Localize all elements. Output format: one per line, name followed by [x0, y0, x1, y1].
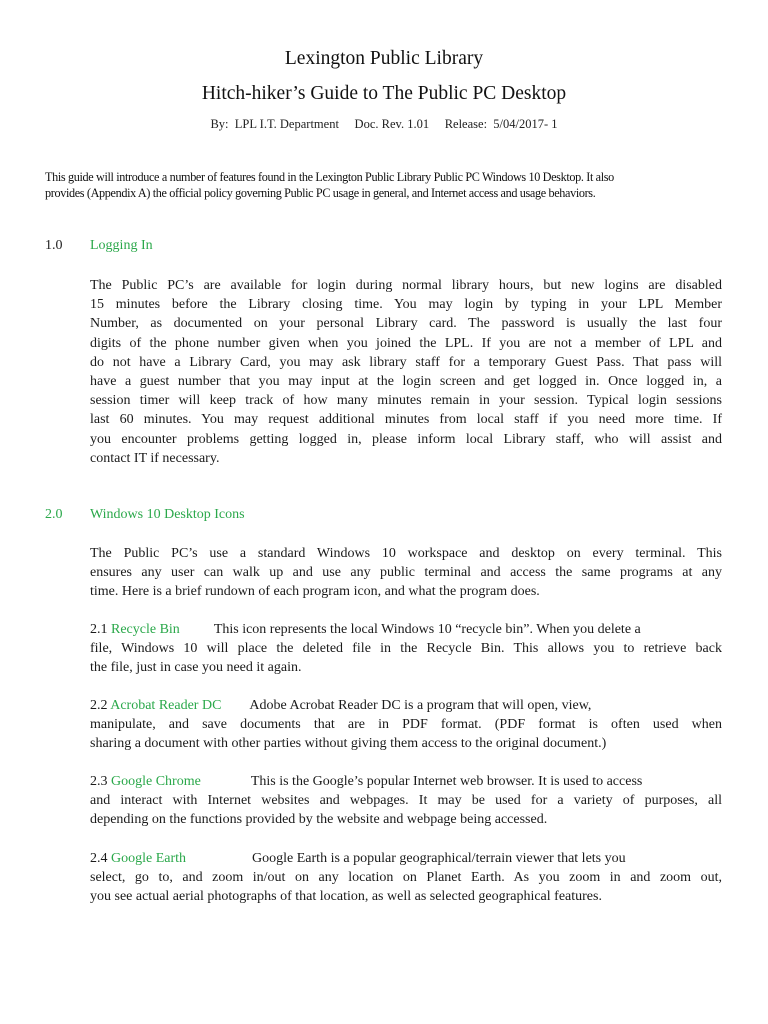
desktop-icons-paragraph: [90, 544, 722, 602]
paragraph-line: have a guest number that you may input at the login screen and get logged in. Once logged in, a: [90, 374, 722, 390]
paragraph-line: the file, just in case you need it again.: [90, 660, 302, 676]
meta-release: Release: 5/04/2017- 1: [444, 117, 558, 131]
program-description: This icon represents the local Windows 10 “recycle bin”. When you delete a: [213, 622, 641, 637]
program-google-chrome: [90, 772, 722, 830]
program-google-earth: [90, 849, 722, 907]
program-description: This is the Google’s popular Internet web browser. It is used to access: [250, 774, 643, 789]
program-name: Google Earth: [111, 851, 187, 866]
paragraph-line: ensures any user can walk up and use any public terminal and access the same programs at any: [90, 565, 722, 581]
intro-paragraph: [45, 169, 735, 201]
paragraph-line: you encounter problems getting logged in, please inform local Library staff, who will assist and: [90, 431, 722, 447]
program-number: 2.3: [90, 774, 108, 789]
logging-in-paragraph: [90, 276, 722, 468]
program-name: Google Chrome: [111, 774, 201, 789]
meta-doc-rev: Doc. Rev. 1.01: [354, 117, 430, 131]
paragraph-line: The Public PC’s use a standard Windows 10 workspace and desktop on every terminal. This: [90, 546, 722, 561]
paragraph-line: depending on the functions provided by the website and webpage being accessed.: [90, 812, 548, 828]
section-number: 2.0: [45, 507, 63, 522]
paragraph-line: 15 minutes before the Library closing time. You may login by typing in your LPL Member: [90, 297, 722, 313]
paragraph-line: sharing a document with other parties without giving them access to the original document.): [90, 736, 607, 752]
section-heading-desktop-icons: Windows 10 Desktop Icons: [90, 507, 245, 522]
section-number: 1.0: [45, 238, 63, 253]
program-number: 2.4: [90, 851, 108, 866]
intro-line: provides (Appendix A) the official policy governing Public PC usage in general, and Internet access and usage behaviors.: [45, 186, 596, 200]
paragraph-line: time. Here is a brief rundown of each program icon, and what the program does.: [90, 584, 540, 600]
paragraph-line: The Public PC’s are available for login during normal library hours, but new logins are disabled: [90, 278, 722, 293]
paragraph-line: contact IT if necessary.: [90, 450, 220, 466]
program-description: Adobe Acrobat Reader DC is a program that will open, view,: [249, 698, 592, 713]
program-acrobat-reader: [90, 696, 722, 754]
program-number: 2.1: [90, 622, 108, 637]
intro-line: This guide will introduce a number of features found in the Lexington Public Library Public PC Windows 10 Desktop. It also: [45, 170, 614, 184]
paragraph-line: and interact with Internet websites and webpages. It may be used for a variety of purposes, all: [90, 793, 722, 809]
program-number: 2.2: [90, 698, 108, 713]
program-name: Acrobat Reader DC: [110, 698, 222, 713]
document-title: Lexington Public Library: [284, 48, 484, 69]
paragraph-line: digits of the phone number given when you joined the LPL. If you are not a member of LPL and: [90, 335, 722, 351]
document-subtitle: Hitch-hiker’s Guide to The Public PC Desktop: [201, 83, 567, 104]
paragraph-line: Number, as documented on your personal Library card. The password is usually the last four: [90, 316, 722, 332]
document-meta: [0, 117, 768, 132]
program-name: Recycle Bin: [111, 622, 180, 637]
program-recycle-bin: [90, 620, 722, 678]
paragraph-line: last 60 minutes. You may request additional minutes from local staff if you need more time. If: [90, 412, 722, 428]
meta-author: By: LPL I.T. Department: [210, 117, 339, 131]
paragraph-line: file, Windows 10 will place the deleted file in the Recycle Bin. This allows you to retrieve back: [90, 641, 722, 657]
paragraph-line: session timer will keep track of how many minutes remain in your session. Typical login sessions: [90, 393, 722, 409]
paragraph-line: do not have a Library Card, you may ask library staff for a temporary Guest Pass. That pass will: [90, 354, 722, 370]
paragraph-line: you see actual aerial photographs of that location, as well as selected geographical features.: [90, 889, 602, 905]
section-heading-logging-in: Logging In: [90, 238, 153, 253]
paragraph-line: manipulate, and save documents that are in PDF format. (PDF format is often used when: [90, 717, 722, 733]
paragraph-line: select, go to, and zoom in/out on any location on Planet Earth. As you zoom in and zoom out,: [90, 870, 722, 886]
program-description: Google Earth is a popular geographical/terrain viewer that lets you: [252, 851, 626, 866]
